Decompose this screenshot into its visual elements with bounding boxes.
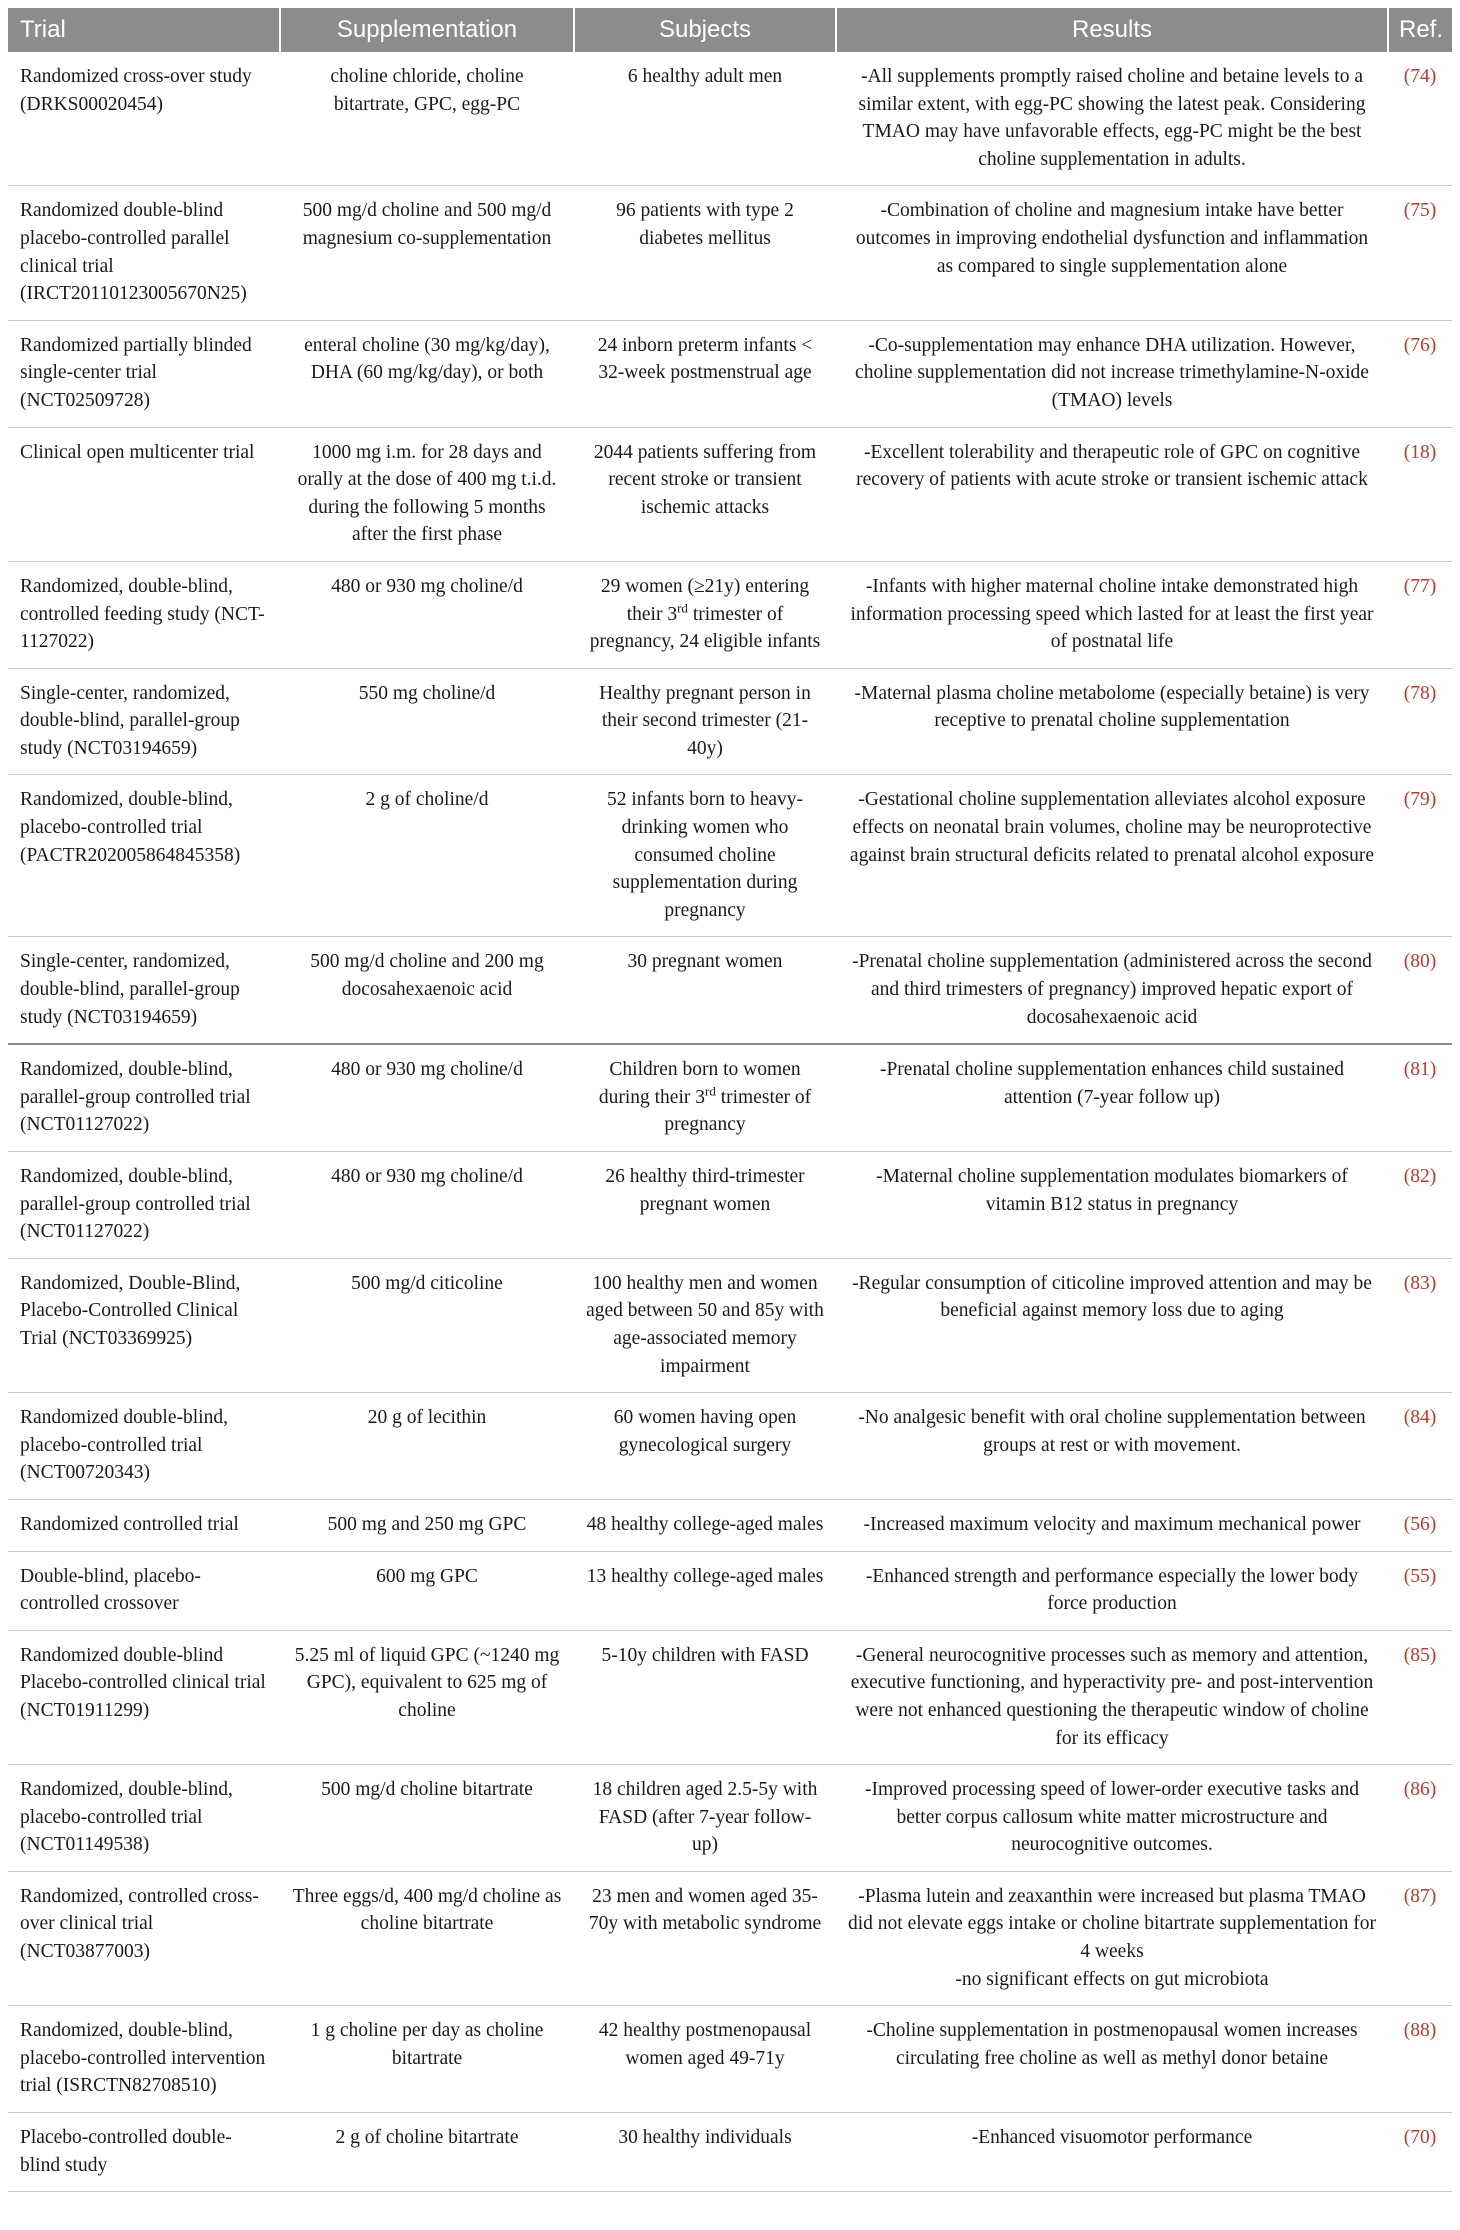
- results-cell: -Infants with higher maternal choline intake demonstrated high information processing speed which lasted for at least the first year of postnatal life: [836, 561, 1388, 668]
- ref-link[interactable]: (87): [1388, 1871, 1452, 2005]
- ref-number[interactable]: 81: [1410, 1059, 1430, 1081]
- ref-link[interactable]: (85): [1388, 1630, 1452, 1764]
- table-row: [8, 775, 1452, 937]
- supplementation-cell: 500 mg/d choline and 200 mg docosahexaenoic acid: [280, 937, 574, 1044]
- trial-cell: Single-center, randomized, double-blind, parallel-group study (NCT03194659): [8, 937, 280, 1044]
- results-cell: -Regular consumption of citicoline improved attention and may be beneficial against memory loss due to aging: [836, 1258, 1388, 1392]
- results-cell: -General neurocognitive processes such as memory and attention, executive functioning, and hyperactivity pre- and post-intervention were not enhanced questioning the therapeutic window of choline for its efficacy: [836, 1630, 1388, 1764]
- results-cell: -Prenatal choline supplementation enhances child sustained attention (7-year follow up): [836, 1044, 1388, 1151]
- trial-cell: Double-blind, placebo-controlled crossover: [8, 1551, 280, 1630]
- subjects-cell: 42 healthy postmenopausal women aged 49-71y: [574, 2006, 836, 2113]
- ref-link[interactable]: (82): [1388, 1152, 1452, 1259]
- table-row: [8, 1499, 1452, 1551]
- results-cell: -Co-supplementation may enhance DHA utilization. However, choline supplementation did not increase trimethylamine-N-oxide (TMAO) levels: [836, 320, 1388, 427]
- trial-cell: Randomized, double-blind, placebo-controlled intervention trial (ISRCTN82708510): [8, 2006, 280, 2113]
- supplementation-cell: 20 g of lecithin: [280, 1393, 574, 1500]
- ref-number[interactable]: 78: [1410, 682, 1430, 704]
- subjects-cell: 26 healthy third-trimester pregnant women: [574, 1152, 836, 1259]
- supplementation-cell: 500 mg/d citicoline: [280, 1258, 574, 1392]
- supplementation-cell: 1 g choline per day as choline bitartrate: [280, 2006, 574, 2113]
- ref-number[interactable]: 77: [1410, 575, 1430, 597]
- header-row: [8, 8, 1452, 52]
- clinical-trials-table: [8, 8, 1452, 2192]
- supplementation-cell: Three eggs/d, 400 mg/d choline as choline bitartrate: [280, 1871, 574, 2005]
- results-cell: -Combination of choline and magnesium intake have better outcomes in improving endothelial dysfunction and inflammation as compared to single supplementation alone: [836, 186, 1388, 320]
- table-row: [8, 1551, 1452, 1630]
- table-body: [8, 52, 1452, 2192]
- supplementation-cell: 480 or 930 mg choline/d: [280, 561, 574, 668]
- header-supplementation: Supplementation: [280, 8, 574, 52]
- table-row: [8, 1630, 1452, 1764]
- results-cell: -Improved processing speed of lower-order executive tasks and better corpus callosum white matter microstructure and neurocognitive outcomes.: [836, 1765, 1388, 1872]
- subjects-cell: 30 healthy individuals: [574, 2113, 836, 2192]
- results-line: -no significant effects on gut microbiota: [955, 1968, 1269, 1990]
- ref-number[interactable]: 56: [1410, 1513, 1430, 1535]
- ref-link[interactable]: (55): [1388, 1551, 1452, 1630]
- table-row: [8, 52, 1452, 186]
- trial-cell: Randomized double-blind Placebo-controlled clinical trial (NCT01911299): [8, 1630, 280, 1764]
- ref-link[interactable]: (88): [1388, 2006, 1452, 2113]
- trial-cell: Randomized, double-blind, placebo-controlled trial (PACTR202005864845358): [8, 775, 280, 937]
- subjects-cell: 6 healthy adult men: [574, 52, 836, 186]
- supplementation-cell: 500 mg and 250 mg GPC: [280, 1499, 574, 1551]
- ref-number[interactable]: 74: [1410, 66, 1430, 87]
- trial-cell: Randomized, controlled cross-over clinical trial (NCT03877003): [8, 1871, 280, 2005]
- ref-number[interactable]: 55: [1410, 1565, 1430, 1587]
- subjects-text: trimester of pregnancy, 24 eligible infants: [589, 603, 821, 653]
- trial-cell: Randomized, double-blind, placebo-controlled trial (NCT01149538): [8, 1765, 280, 1872]
- results-cell: -Excellent tolerability and therapeutic role of GPC on cognitive recovery of patients with acute stroke or transient ischemic attack: [836, 427, 1388, 561]
- trial-cell: Randomized, double-blind, parallel-group controlled trial (NCT01127022): [8, 1044, 280, 1151]
- subjects-cell: 18 children aged 2.5-5y with FASD (after 7-year follow-up): [574, 1765, 836, 1872]
- ref-link[interactable]: (70): [1388, 2113, 1452, 2192]
- table-row: [8, 1044, 1452, 1151]
- ref-link[interactable]: (84): [1388, 1393, 1452, 1500]
- table-row: [8, 427, 1452, 561]
- subjects-cell: 52 infants born to heavy-drinking women who consumed choline supplementation during pregnancy: [574, 775, 836, 937]
- trial-cell: Placebo-controlled double-blind study: [8, 2113, 280, 2192]
- table-row: [8, 1765, 1452, 1872]
- ref-number[interactable]: 85: [1410, 1644, 1430, 1666]
- supplementation-cell: enteral choline (30 mg/kg/day), DHA (60 mg/kg/day), or both: [280, 320, 574, 427]
- ref-number[interactable]: 83: [1410, 1272, 1430, 1294]
- supplementation-cell: 500 mg/d choline and 500 mg/d magnesium co-supplementation: [280, 186, 574, 320]
- header-trial: Trial: [8, 8, 280, 52]
- results-cell: -Prenatal choline supplementation (administered across the second and third trimesters of pregnancy) improved hepatic export of docosahexaenoic acid: [836, 937, 1388, 1044]
- table-container: [8, 8, 1452, 2192]
- ref-link[interactable]: (86): [1388, 1765, 1452, 1872]
- subjects-cell: 96 patients with type 2 diabetes mellitus: [574, 186, 836, 320]
- table-row: [8, 1258, 1452, 1392]
- trial-cell: Randomized cross-over study (DRKS00020454): [8, 52, 280, 186]
- subjects-cell: [574, 561, 836, 668]
- trial-cell: Randomized controlled trial: [8, 1499, 280, 1551]
- trial-cell: Randomized double-blind, placebo-controlled trial (NCT00720343): [8, 1393, 280, 1500]
- ref-number[interactable]: 82: [1410, 1166, 1430, 1187]
- supplementation-cell: 480 or 930 mg choline/d: [280, 1044, 574, 1151]
- results-cell: -Enhanced visuomotor performance: [836, 2113, 1388, 2192]
- superscript: rd: [705, 1083, 716, 1099]
- ref-link[interactable]: (18): [1388, 427, 1452, 561]
- supplementation-cell: 2 g of choline/d: [280, 775, 574, 937]
- subjects-cell: 60 women having open gynecological surgery: [574, 1393, 836, 1500]
- results-cell: -All supplements promptly raised choline and betaine levels to a similar extent, with egg-PC showing the latest peak. Considering TMAO may have unfavorable effects, egg-PC might be the best choline supplementation in adults.: [836, 52, 1388, 186]
- table-row: [8, 668, 1452, 775]
- table-row: [8, 937, 1452, 1044]
- header-results: Results: [836, 8, 1388, 52]
- ref-link[interactable]: (79): [1388, 775, 1452, 937]
- results-cell: -Enhanced strength and performance especially the lower body force production: [836, 1551, 1388, 1630]
- supplementation-cell: 480 or 930 mg choline/d: [280, 1152, 574, 1259]
- results-cell: -Choline supplementation in postmenopausal women increases circulating free choline as well as methyl donor betaine: [836, 2006, 1388, 2113]
- results-cell: -Maternal choline supplementation modulates biomarkers of vitamin B12 status in pregnancy: [836, 1152, 1388, 1259]
- ref-link[interactable]: (74): [1388, 52, 1452, 186]
- results-cell: -Maternal plasma choline metabolome (especially betaine) is very receptive to prenatal choline supplementation: [836, 668, 1388, 775]
- results-cell: [836, 1871, 1388, 2005]
- trial-cell: Randomized double-blind placebo-controlled parallel clinical trial (IRCT20110123005670N25): [8, 186, 280, 320]
- table-row: [8, 2006, 1452, 2113]
- table-row: [8, 1871, 1452, 2005]
- ref-number[interactable]: 84: [1410, 1407, 1430, 1429]
- subjects-cell: Healthy pregnant person in their second trimester (21-40y): [574, 668, 836, 775]
- results-line: -Plasma lutein and zeaxanthin were increased but plasma TMAO did not elevate eggs intake or choline bitartrate supplementation for 4 weeks: [848, 1885, 1376, 1963]
- table-row: [8, 2113, 1452, 2192]
- supplementation-cell: 550 mg choline/d: [280, 668, 574, 775]
- subjects-text: 29 women (≥21y) entering their 3: [600, 575, 810, 625]
- trial-cell: Clinical open multicenter trial: [8, 427, 280, 561]
- table-row: [8, 561, 1452, 668]
- superscript: rd: [677, 600, 688, 615]
- supplementation-cell: 5.25 ml of liquid GPC (~1240 mg GPC), equivalent to 625 mg of choline: [280, 1630, 574, 1764]
- supplementation-cell: 2 g of choline bitartrate: [280, 2113, 574, 2192]
- subjects-cell: 2044 patients suffering from recent stroke or transient ischemic attacks: [574, 427, 836, 561]
- ref-number[interactable]: 79: [1410, 789, 1430, 811]
- ref-link[interactable]: (81): [1388, 1044, 1452, 1151]
- ref-link[interactable]: (80): [1388, 937, 1452, 1044]
- ref-number[interactable]: 70: [1410, 2127, 1430, 2149]
- ref-link[interactable]: (76): [1388, 320, 1452, 427]
- table-row: [8, 1393, 1452, 1500]
- ref-number[interactable]: 86: [1410, 1779, 1430, 1801]
- subjects-cell: 5-10y children with FASD: [574, 1630, 836, 1764]
- subjects-cell: 30 pregnant women: [574, 937, 836, 1044]
- table-row: [8, 186, 1452, 320]
- trial-cell: Single-center, randomized, double-blind, parallel-group study (NCT03194659): [8, 668, 280, 775]
- table-header: [8, 8, 1452, 52]
- ref-number[interactable]: 75: [1410, 200, 1430, 222]
- header-ref: Ref.: [1388, 8, 1452, 52]
- supplementation-cell: choline chloride, choline bitartrate, GPC, egg-PC: [280, 52, 574, 186]
- ref-number[interactable]: 18: [1410, 441, 1430, 463]
- ref-link[interactable]: (83): [1388, 1258, 1452, 1392]
- ref-number[interactable]: 88: [1410, 2020, 1430, 2042]
- trial-cell: Randomized, Double-Blind, Placebo-Controlled Clinical Trial (NCT03369925): [8, 1258, 280, 1392]
- subjects-text: trimester of pregnancy: [664, 1086, 812, 1136]
- subjects-cell: 100 healthy men and women aged between 50 and 85y with age-associated memory impairment: [574, 1258, 836, 1392]
- subjects-cell: 23 men and women aged 35-70y with metabolic syndrome: [574, 1871, 836, 2005]
- ref-link[interactable]: (56): [1388, 1499, 1452, 1551]
- subjects-cell: 48 healthy college-aged males: [574, 1499, 836, 1551]
- ref-link[interactable]: (78): [1388, 668, 1452, 775]
- ref-number[interactable]: 76: [1410, 334, 1430, 356]
- supplementation-cell: 600 mg GPC: [280, 1551, 574, 1630]
- subjects-cell: [574, 1044, 836, 1151]
- subjects-text: Children born to women during their 3: [598, 1059, 801, 1108]
- supplementation-cell: 500 mg/d choline bitartrate: [280, 1765, 574, 1872]
- subjects-cell: 13 healthy college-aged males: [574, 1551, 836, 1630]
- subjects-cell: 24 inborn preterm infants < 32-week postmenstrual age: [574, 320, 836, 427]
- ref-link[interactable]: (77): [1388, 561, 1452, 668]
- results-cell: -No analgesic benefit with oral choline supplementation between groups at rest or with movement.: [836, 1393, 1388, 1500]
- ref-number[interactable]: 80: [1410, 951, 1430, 973]
- trial-cell: Randomized, double-blind, controlled feeding study (NCT-1127022): [8, 561, 280, 668]
- trial-cell: Randomized partially blinded single-center trial (NCT02509728): [8, 320, 280, 427]
- trial-cell: Randomized, double-blind, parallel-group controlled trial (NCT01127022): [8, 1152, 280, 1259]
- ref-link[interactable]: (75): [1388, 186, 1452, 320]
- table-row: [8, 320, 1452, 427]
- ref-number[interactable]: 87: [1410, 1885, 1430, 1907]
- header-subjects: Subjects: [574, 8, 836, 52]
- results-cell: -Gestational choline supplementation alleviates alcohol exposure effects on neonatal brain volumes, choline may be neuroprotective against brain structural deficits related to prenatal alcohol exposure: [836, 775, 1388, 937]
- results-cell: -Increased maximum velocity and maximum mechanical power: [836, 1499, 1388, 1551]
- table-row: [8, 1152, 1452, 1259]
- supplementation-cell: 1000 mg i.m. for 28 days and orally at the dose of 400 mg t.i.d. during the following 5 months after the first phase: [280, 427, 574, 561]
